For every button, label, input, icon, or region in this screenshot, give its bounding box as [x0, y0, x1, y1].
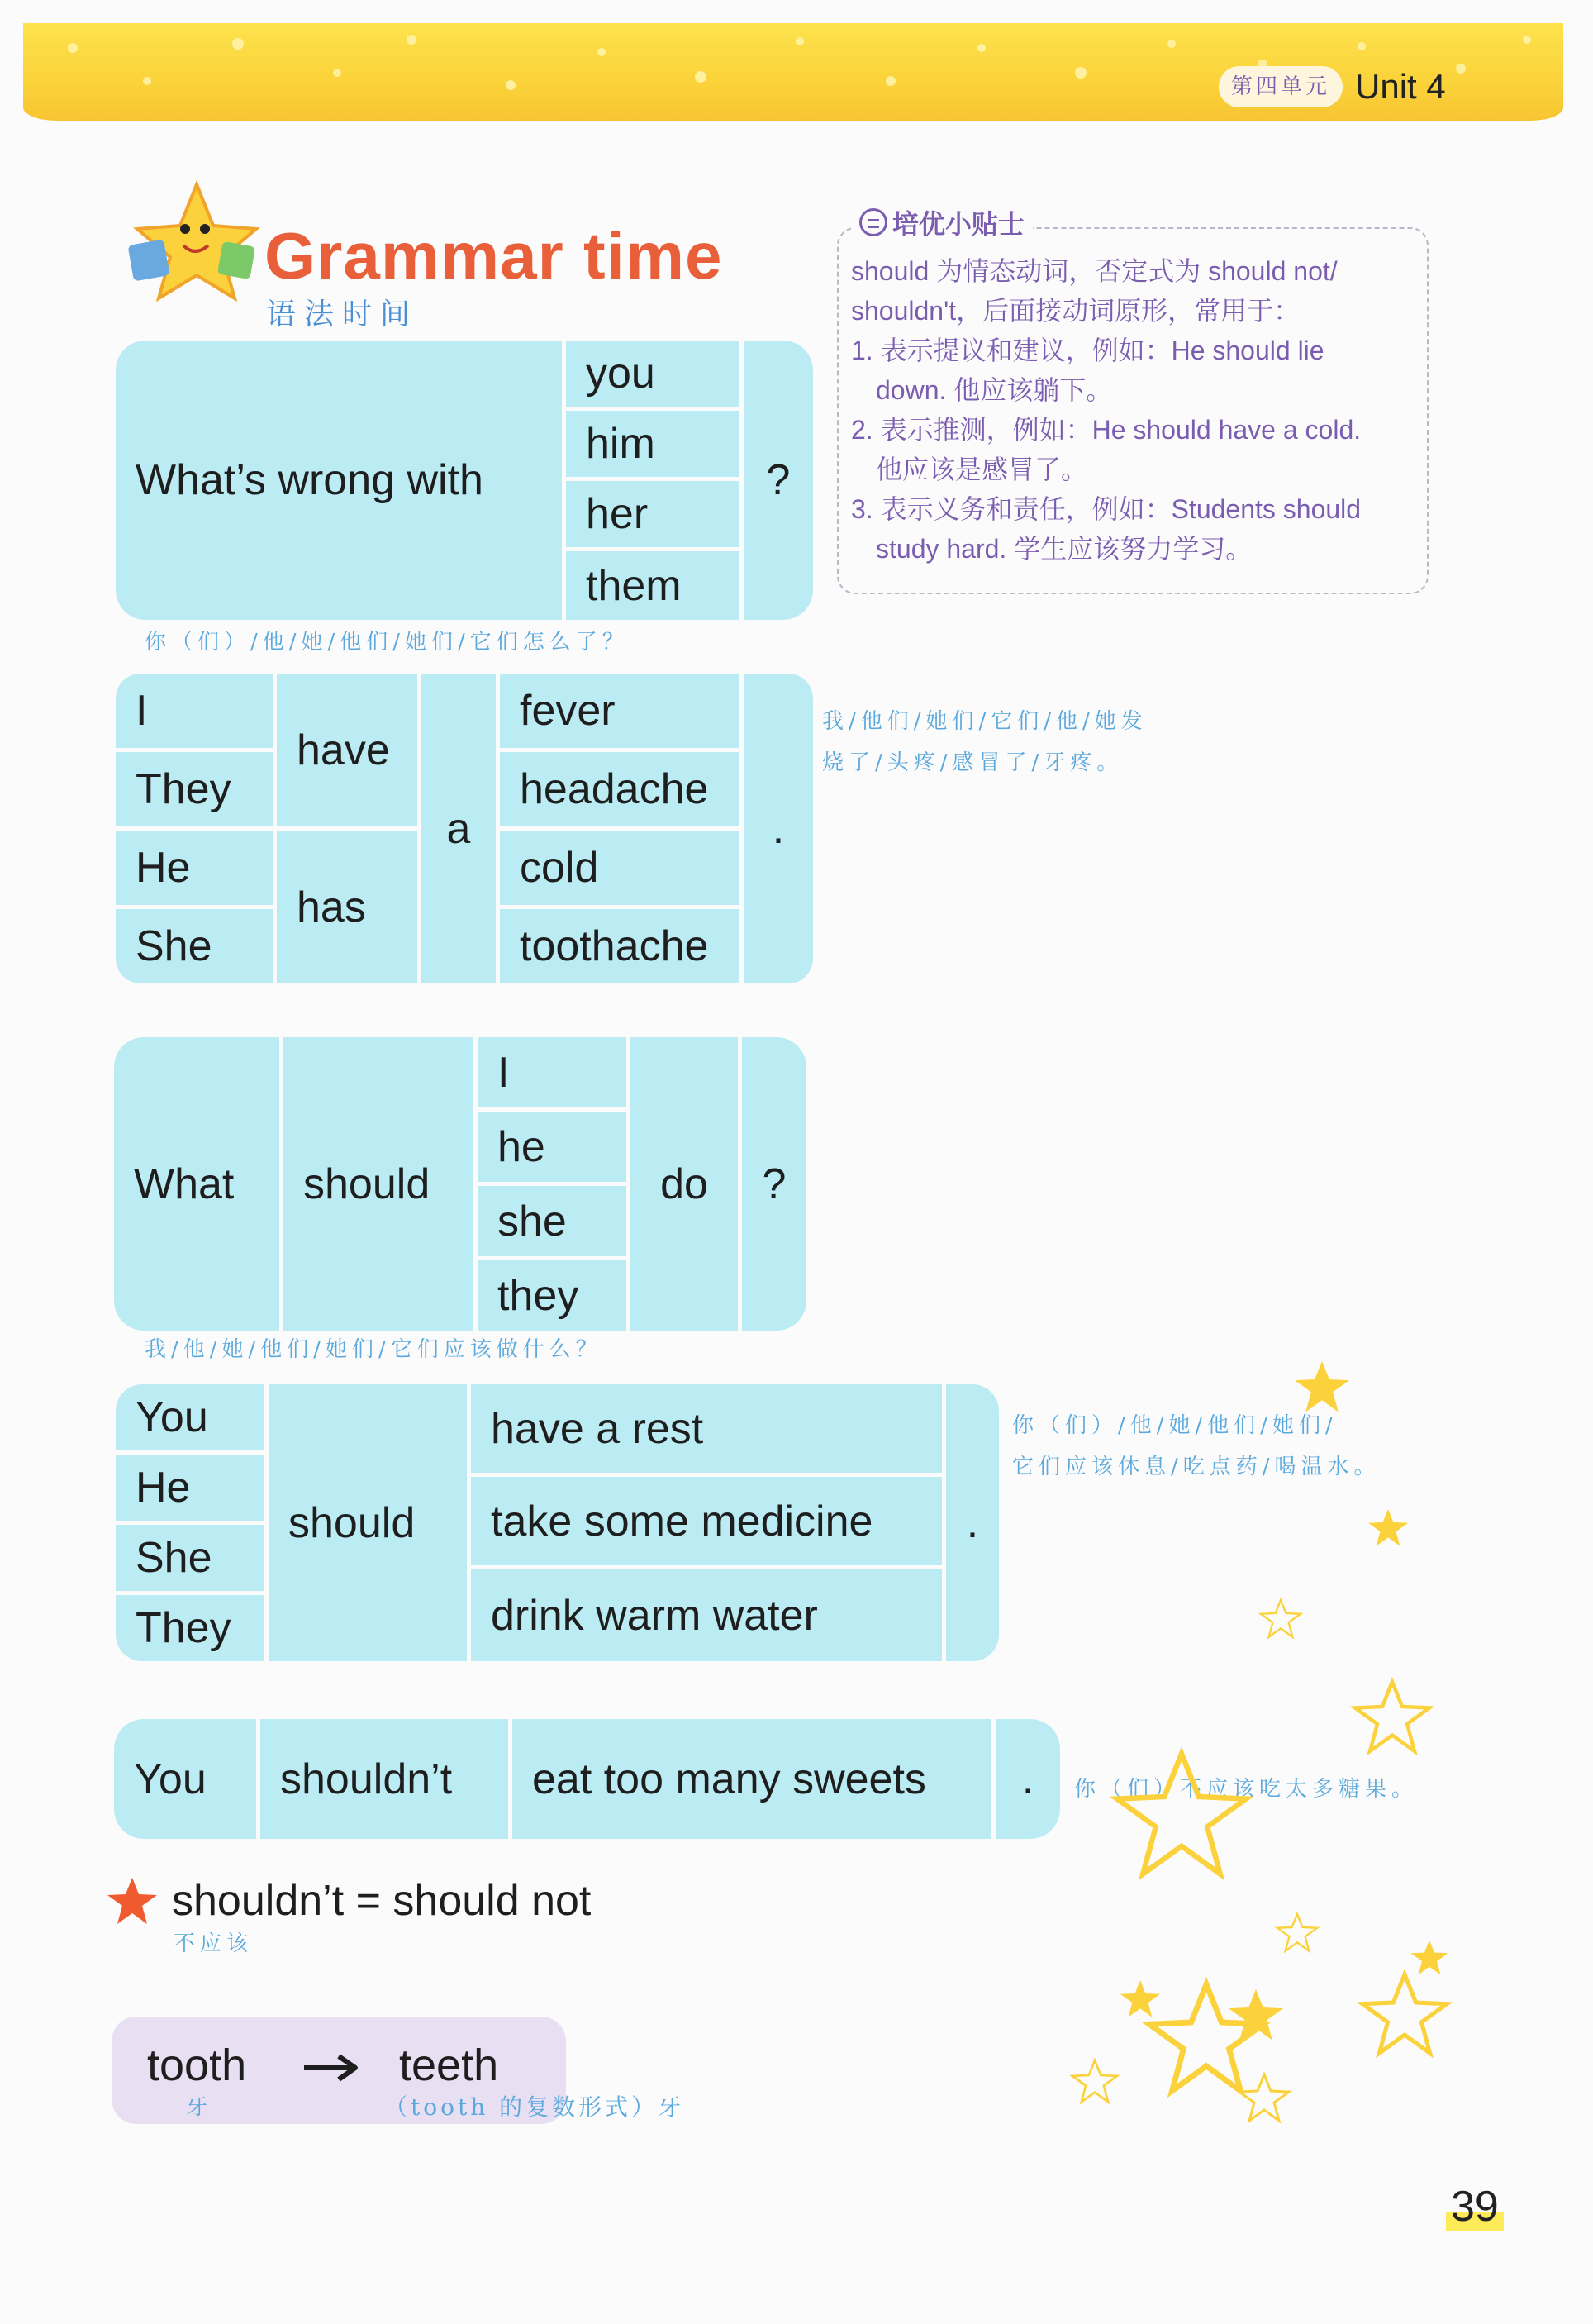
table1-lead: What’s wrong with: [116, 341, 562, 620]
table3-pronoun: she: [478, 1186, 626, 1256]
table2-period: .: [744, 674, 813, 983]
table1-translation: 你（们）/他/她/他们/她们/它们怎么了？: [145, 630, 629, 655]
table3-question-mark: ?: [742, 1037, 806, 1331]
star-mascot-icon: [122, 178, 263, 302]
table5-period: .: [996, 1719, 1060, 1839]
page-number: 39: [1446, 2182, 1504, 2231]
table2-illness: cold: [500, 831, 739, 905]
list-icon: [859, 208, 887, 236]
table4-action: have a rest: [471, 1384, 942, 1473]
arrow-right-icon: [299, 2051, 365, 2084]
tip-line: 1. 表示提议和建议，例如：He should lie: [851, 336, 1324, 365]
unit-tag-en: Unit 4: [1355, 67, 1446, 106]
tip-title: 培优小贴士: [892, 208, 1025, 240]
tip-heading: [851, 203, 1033, 241]
tip-content: [851, 251, 1361, 569]
table1-question-mark: ?: [744, 341, 813, 620]
table2-verb: has: [277, 831, 417, 983]
tip-line: study hard. 学生应该努力学习。: [876, 534, 1253, 564]
table2-article: a: [421, 674, 496, 983]
translation-line: 烧了/头疼/感冒了/牙疼。: [822, 750, 1124, 775]
table3-pronoun: he: [478, 1112, 626, 1182]
table2-translation: [822, 701, 1148, 783]
tip-line: shouldn't，后面接动词原形，常用于：: [851, 296, 1301, 326]
teeth-word: teeth: [399, 2041, 499, 2090]
table1-pronoun: her: [566, 481, 739, 547]
star-bullet-icon: [106, 1874, 159, 1927]
table4-action: drink warm water: [471, 1569, 942, 1661]
table4-period: .: [946, 1384, 999, 1661]
table4-action: take some medicine: [471, 1477, 942, 1565]
unit-tag-cn: 第四单元: [1219, 66, 1343, 107]
tip-line: should 为情态动词，否定式为 should not/: [851, 256, 1338, 286]
table2-illness: headache: [500, 752, 739, 826]
table2-subject: He: [116, 831, 273, 905]
tip-line: 他应该是感冒了。: [876, 455, 1088, 484]
decorative-stars: [1058, 1355, 1487, 2149]
tooth-word: tooth: [147, 2041, 247, 2090]
page-subtitle-cn: 语法时间: [266, 298, 419, 331]
translation-line: 它们应该休息/吃点药/喝温水。: [1012, 1455, 1381, 1479]
translation-line: 你（们）/他/她/他们/她们/: [1012, 1413, 1338, 1438]
tip-line: down. 他应该躺下。: [876, 375, 1113, 405]
table5-subject: You: [114, 1719, 256, 1839]
table4-should: should: [269, 1384, 467, 1661]
translation-line: 我/他们/她们/它们/他/她发: [822, 709, 1148, 734]
teeth-word-cn: （tooth 的复数形式）牙: [384, 2093, 685, 2121]
table3-do: do: [630, 1037, 738, 1331]
table1-pronoun: you: [566, 341, 739, 407]
table5-verb: shouldn’t: [260, 1719, 508, 1839]
table2-subject: They: [116, 752, 273, 826]
table5-action: eat too many sweets: [512, 1719, 991, 1839]
table2-illness: fever: [500, 674, 739, 748]
table2-verb: have: [277, 674, 417, 826]
page-title: Grammar time: [264, 219, 723, 293]
table2-illness: toothache: [500, 909, 739, 983]
tooth-word-cn: 牙: [186, 2095, 213, 2120]
table4-subject: She: [116, 1525, 264, 1591]
tip-line: 3. 表示义务和责任，例如：Students should: [851, 494, 1362, 524]
table3-should: should: [283, 1037, 473, 1331]
shouldnt-note: shouldn’t = should not: [172, 1877, 592, 1925]
table1-pronoun: him: [566, 411, 739, 477]
table3-what: What: [114, 1037, 279, 1331]
table2-subject: She: [116, 909, 273, 983]
table3-pronoun: I: [478, 1037, 626, 1107]
table3-translation: 我/他/她/他们/她们/它们应该做什么？: [145, 1337, 602, 1362]
table4-subject: They: [116, 1595, 264, 1661]
table4-subject: You: [116, 1384, 264, 1450]
table2-subject: I: [116, 674, 273, 748]
tip-line: 2. 表示推测，例如：He should have a cold.: [851, 415, 1362, 445]
table5-translation: 你（们）不应该吃太多糖果。: [1074, 1777, 1419, 1802]
table1-pronoun: them: [566, 551, 739, 620]
table3-pronoun: they: [478, 1260, 626, 1331]
table4-subject: He: [116, 1455, 264, 1521]
shouldnt-note-cn: 不应该: [174, 1931, 254, 1956]
